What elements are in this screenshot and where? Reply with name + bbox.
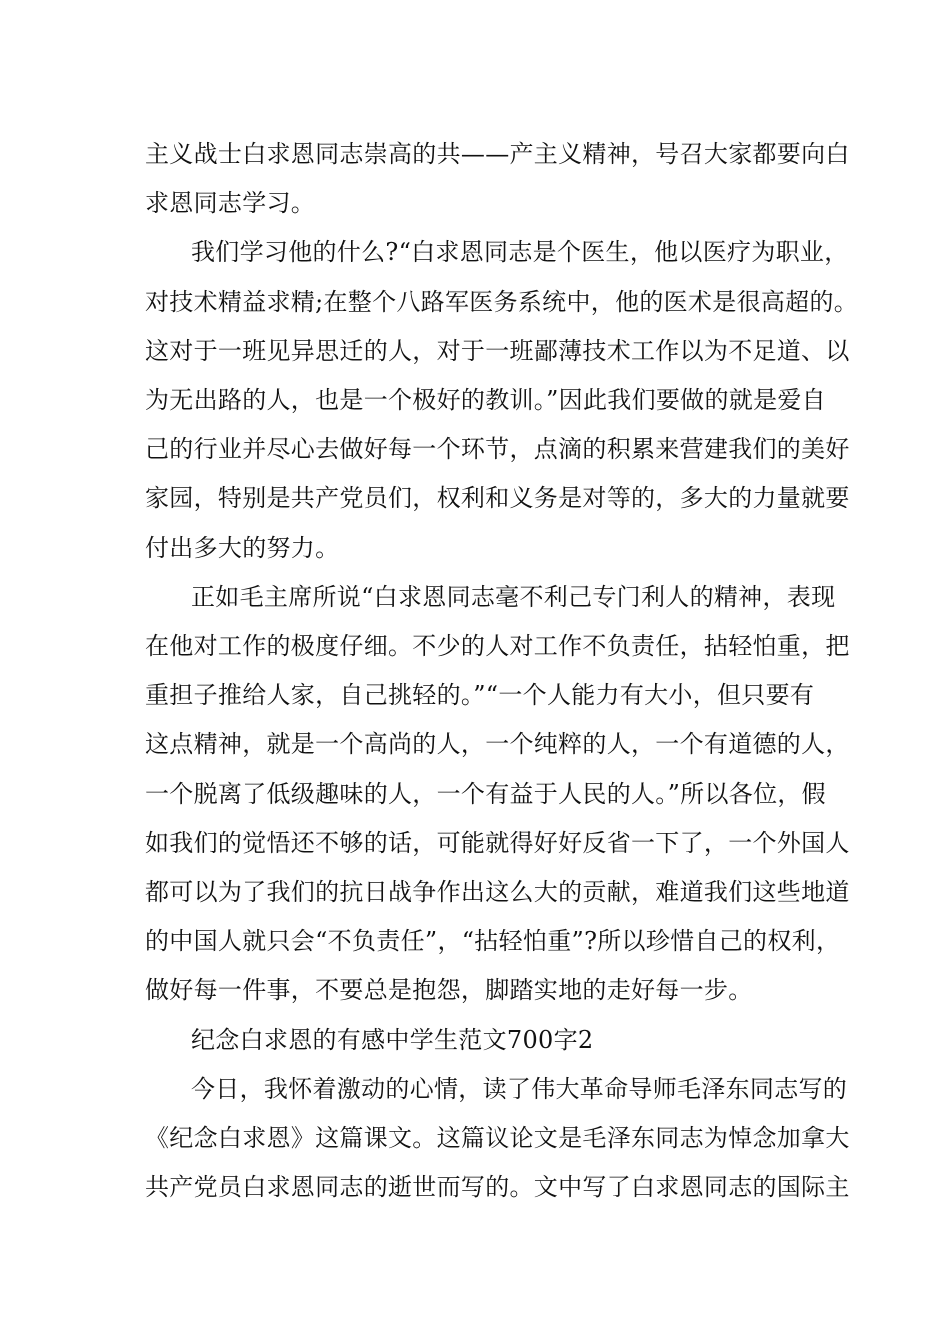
- document-body: [145, 130, 859, 1212]
- paragraph: [145, 228, 859, 572]
- text-line: 一个脱离了低级趣味的人，一个有益于人民的人。”所以各位，假: [145, 779, 826, 808]
- text-line: 正如毛主席所说“白求恩同志毫不利己专门利人的精神，表现: [191, 582, 836, 611]
- text-line: 这对于一班见异思迁的人，对于一班鄙薄技术工作以为不足道、以: [145, 336, 850, 365]
- text-line: 在他对工作的极度仔细。不少的人对工作不负责任，拈轻怕重，把: [145, 632, 850, 661]
- text-line: 我们学习他的什么?“白求恩同志是个医生，他以医疗为职业，: [191, 238, 849, 267]
- text-line: 今日，我怀着激动的心情，读了伟大革命导师毛泽东同志写的: [191, 1074, 848, 1103]
- paragraph: [145, 130, 850, 228]
- text-line: 重担子推给人家，自己挑轻的。”“一个人能力有大小，但只要有: [145, 681, 815, 710]
- text-line: 家园，特别是共产党员们，权利和义务是对等的，多大的力量就要: [145, 484, 850, 513]
- text-line: 对技术精益求精;在整个八路军医务系统中，他的医术是很高超的。: [145, 287, 859, 316]
- text-line: 主义战士白求恩同志崇高的共——产主义精神，号召大家都要向白: [145, 140, 850, 168]
- text-line: 求恩同志学习。: [145, 189, 316, 218]
- text-line: 都可以为了我们的抗日战争作出这么大的贡献，难道我们这些地道: [145, 878, 850, 907]
- text-line: 己的行业并尽心去做好每一个环节，点滴的积累来营建我们的美好: [145, 435, 850, 464]
- text-line: 《纪念白求恩》这篇课文。这篇议论文是毛泽东同志为悼念加拿大: [145, 1124, 850, 1153]
- text-line: 这点精神，就是一个高尚的人，一个纯粹的人，一个有道德的人，: [145, 730, 850, 759]
- text-line: 如我们的觉悟还不够的话，可能就得好好反省一下了，一个外国人: [145, 828, 850, 857]
- section-heading-text: 纪念白求恩的有感中学生范文700字2: [191, 1025, 594, 1054]
- text-line: 付出多大的努力。: [145, 533, 340, 562]
- text-line: 共产党员白求恩同志的逝世而写的。文中写了白求恩同志的国际主: [145, 1173, 850, 1202]
- section-heading: [145, 1016, 825, 1065]
- paragraph: [145, 573, 850, 1016]
- text-line: 做好每一件事，不要总是抱怨，脚踏实地的走好每一步。: [145, 976, 753, 1005]
- text-line: 的中国人就只会“不负责任”，“拈轻怕重”?所以珍惜自己的权利，: [145, 927, 841, 956]
- paragraph: [145, 1065, 850, 1213]
- text-line: 为无出路的人，也是一个极好的教训。”因此我们要做的就是爱自: [145, 386, 826, 415]
